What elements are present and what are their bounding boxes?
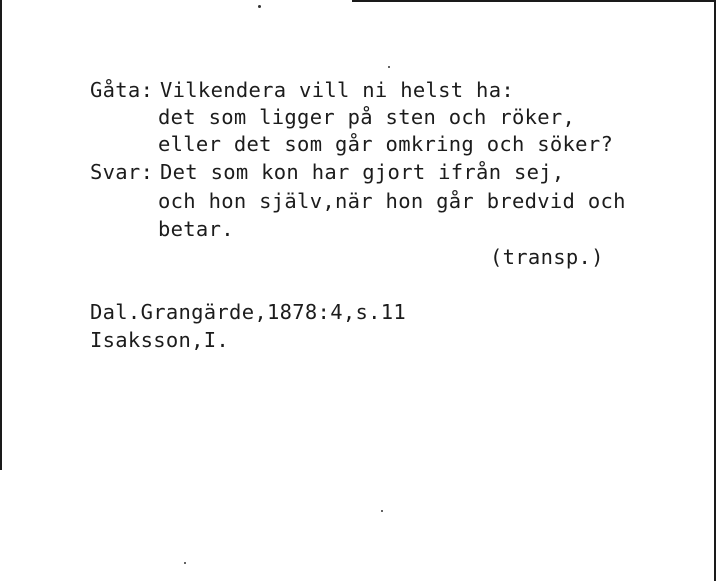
question-line-1 bbox=[90, 77, 514, 104]
answer-line-2: och hon själv,när hon går bredvid och bbox=[158, 189, 626, 213]
card-border-top bbox=[352, 0, 716, 2]
answer-line-1 bbox=[90, 159, 565, 186]
question-line-3: eller det som går omkring och söker? bbox=[158, 132, 614, 156]
question-text: Vilkendera vill ni helst ha: bbox=[160, 78, 514, 102]
scan-speck bbox=[184, 562, 186, 564]
archive-reference: Dal.Grangärde,1878:4,s.11 bbox=[90, 300, 407, 324]
scan-speck bbox=[388, 66, 390, 68]
answer-text: Det som kon har gjort ifrån sej, bbox=[160, 160, 565, 184]
question-label: Gåta: bbox=[90, 78, 154, 102]
answer-label: Svar: bbox=[90, 160, 154, 184]
card-border-left bbox=[0, 0, 2, 470]
transcription-note: (transp.) bbox=[490, 245, 604, 269]
scan-speck bbox=[381, 510, 383, 512]
scan-speck bbox=[258, 5, 261, 8]
answer-line-3: betar. bbox=[158, 217, 234, 241]
question-line-2: det som ligger på sten och röker, bbox=[158, 105, 576, 129]
collector-name: Isaksson,I. bbox=[90, 328, 230, 352]
